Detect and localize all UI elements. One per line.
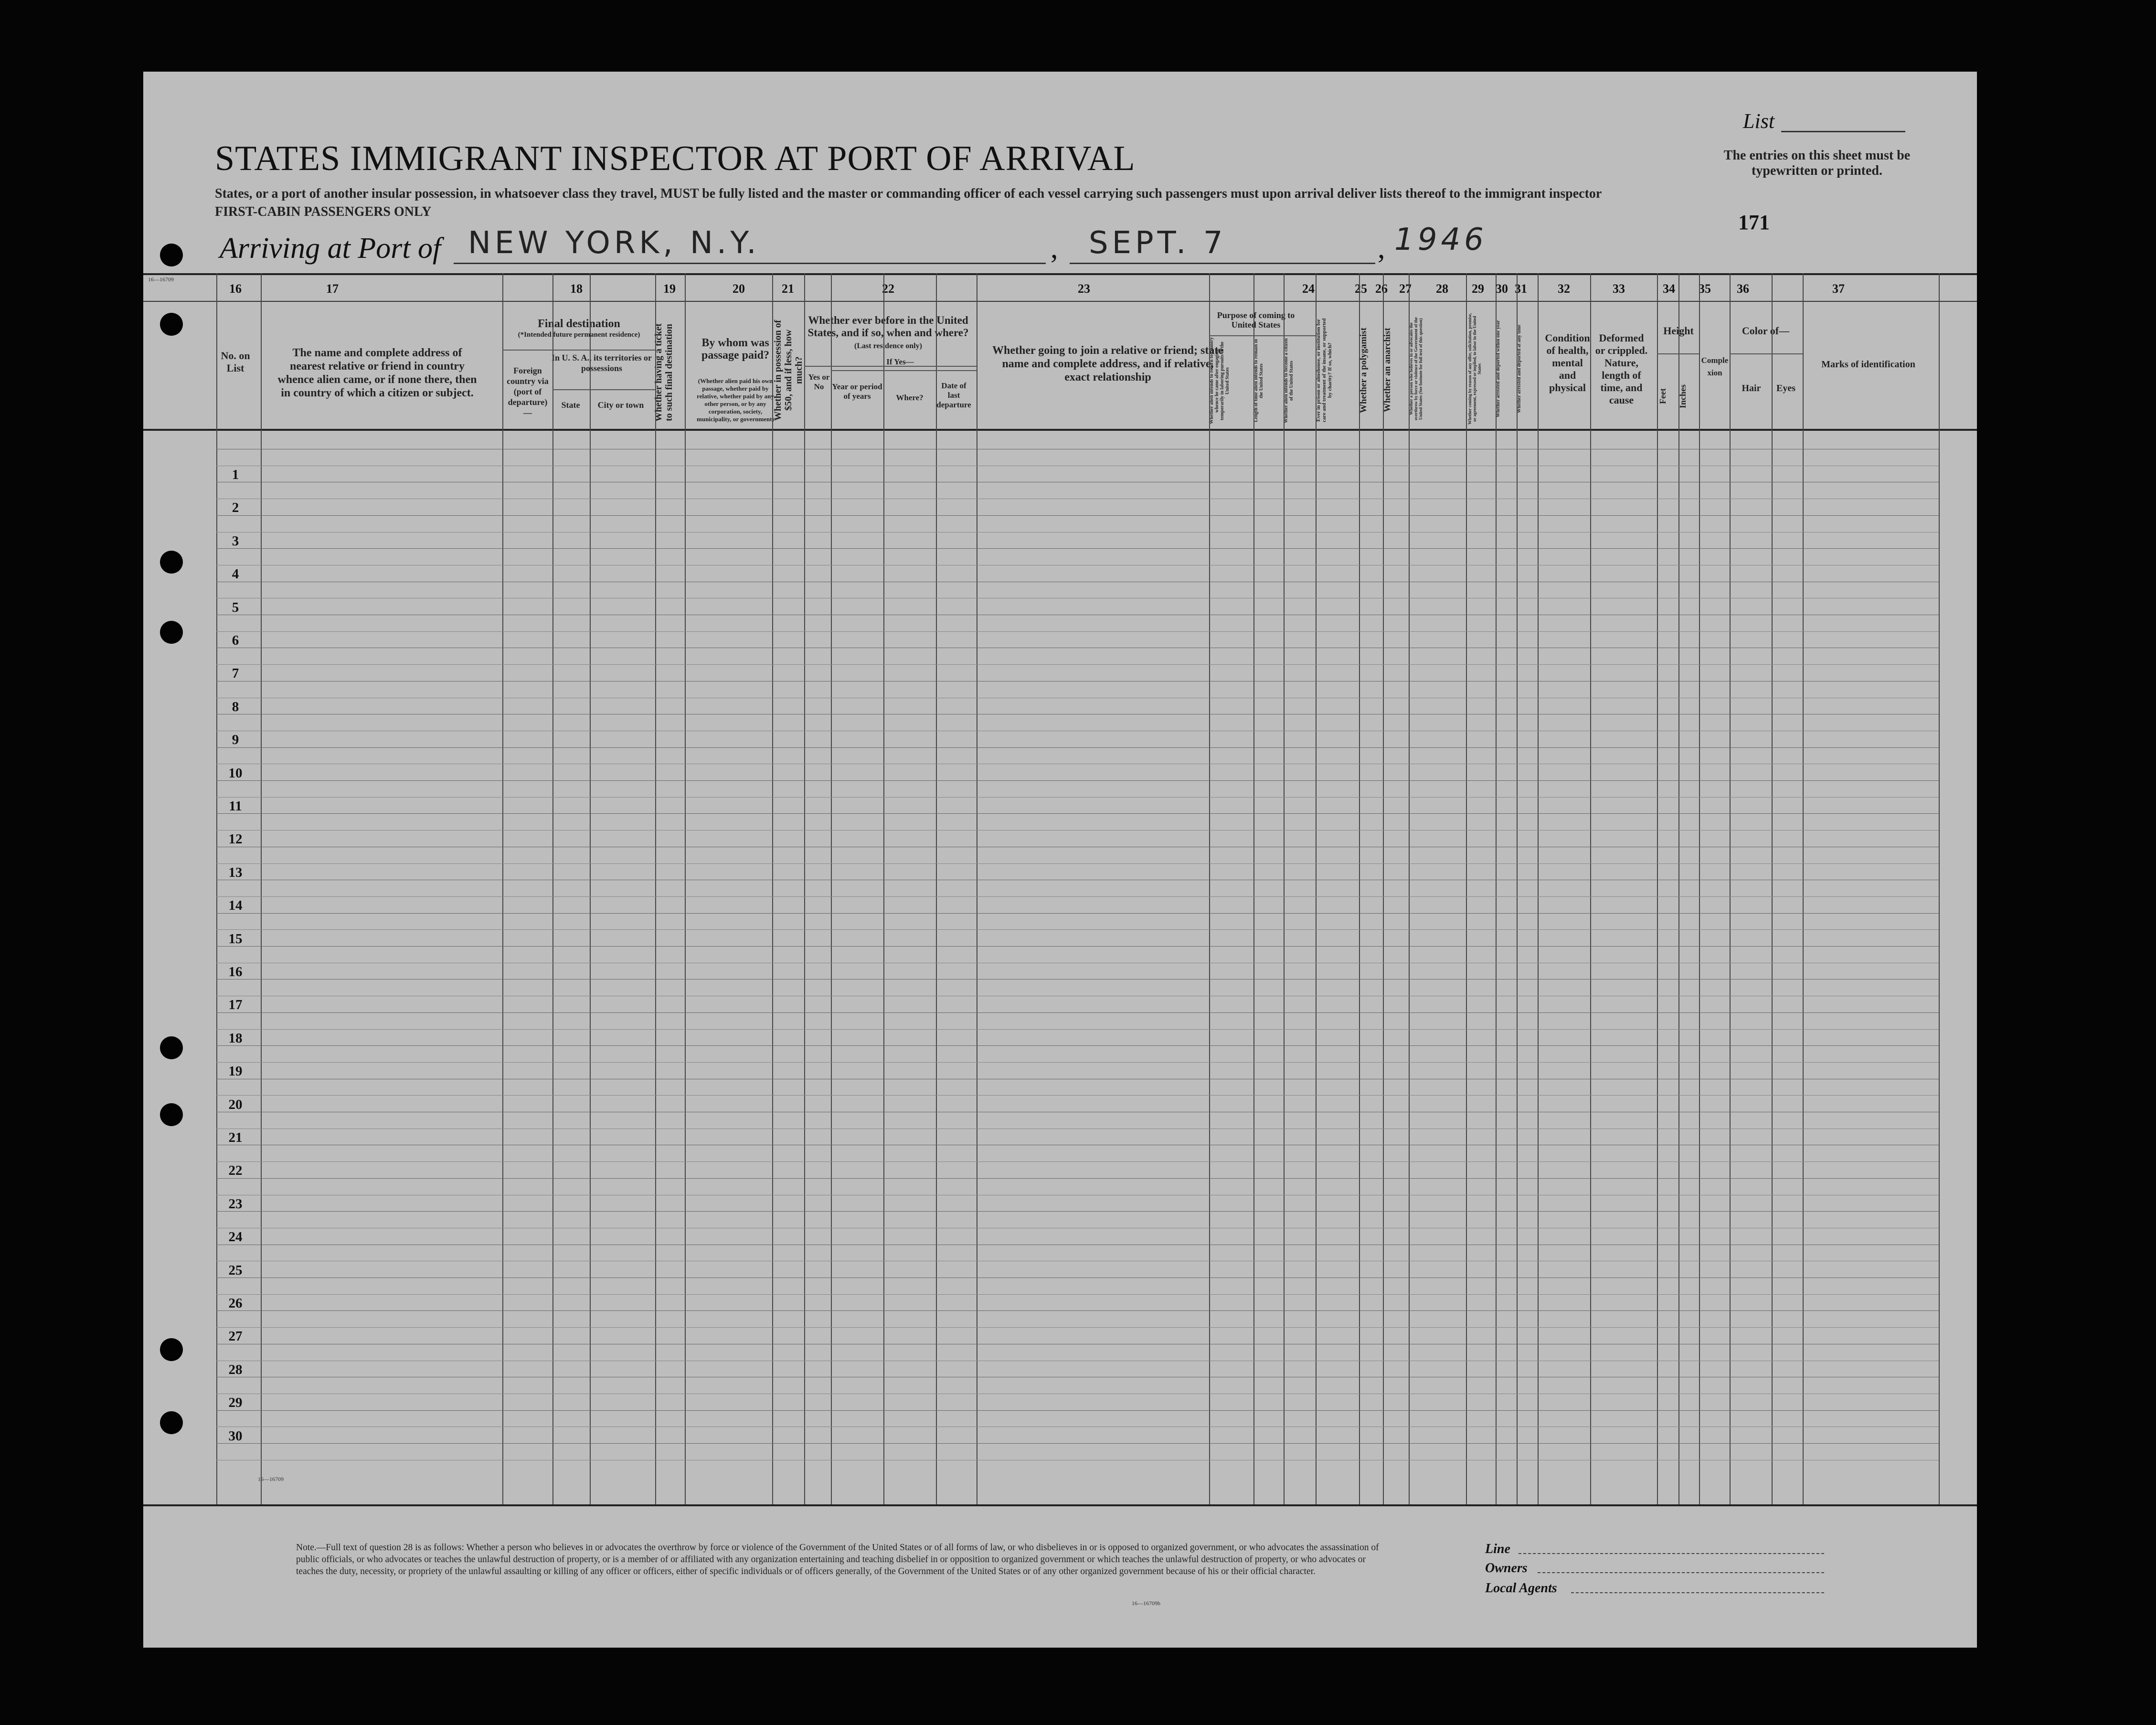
col-22-where: Where?: [896, 393, 924, 402]
col-18-usa: In U. S. A., its territories or possessions: [552, 353, 652, 373]
cabin-class-label: FIRST-CABIN PASSENGERS ONLY: [215, 204, 432, 219]
row-rule: [216, 896, 1939, 897]
manifest-sheet: STATES IMMIGRANT INSPECTOR AT PORT OF ARRIVAL States, or a port of another insular possession, in whatsoever class they travel, MUST be fully listed and the master or commanding officer of each vessel carrying such passengers must upon arrival deliver lists thereof to the immigrant inspector FIRST-CABIN PASSENGERS ONLY List The entries on this sheet must be typewritten or printed. 171 Arriving at Port of NEW YORK, N.Y. , SEPT. 7 , 1946 16—16709 16 17 18 19 20 21 22 23 24 25 26 27 28 29 30 31 32 33 34 35 36 37 No. on List The name and complete address of nearest relative or friend in country whence alien came, or if none there, then in country of which a citizen or subject. Final destination (*Intended future permanent residence) Foreign country via (port of departure)— In U. S. A., its territories or possessions State City or town Whether having a ticket to such final destination By whom was passage paid? (Whether alien paid his own passage, whether paid by relative, whether paid by any other person, or by any corporation, society, municipality, or government) Whether in possession of $50, and if less, how much? Whether ever before in the United States, and if so, when and where? (Last residence only) Yes or No If Yes— Year or period of years Where? Date of last departure Whether going to join a relative or friend; state name and complete address, and if relative, exact relationship Purpose of coming to United States Whether alien intends to return to country whence he came after engaging temporarily in laboring pursuits in the United States Length of time alien intends to remain in the United States Whether alien intends to become a citizen of the United States Ever in prison or almshouse, or institution for care and treatment of the insane, or supported by charity? If so, which? Whether a polygamist Whether an anarchist Whether a person who believes in or advocates the overthrow by force or violence of the Government of the United States (See footnote for full text of this question) Whether coming by reason of any offer, solicitation, promise, or agreement, expressed or implied, to labor in the United States Whether arrested and deported within one year Whether arrested and deported at any time Condition of health, mental and physical Deformed or crippled. Nature, length of time, and cause Height Feet Inches Complexion Color of— Hair Eyes Marks of identification 1 2 3 4 5 6 7 8 9 10 11 12 13 14 15 16 17 18 19 20 21 22 23 24 25 26 27 28 29 30 16—16709 Note.—Full text of question 28 is as follows: Whether a person who believes in or advocates the overthrow by force or violence of the Government of the United States or of all forms of law, or who disbelieves in or is opposed to organized government, or who advocates the assassination of public officials, or who advocates or teaches the unlawful destruction of property, or is a member of or affiliated with any organization entertaining and teaching disbelief in or opposition to organized government or which teaches the unlawful destruction of property, or who advocates or teaches the duty, necessity, or propriety of the unlawful assaulting or killing of any officer or officers, either of specific individuals or of officers generally, of the Government of the United States or of any other organized government because of his or their official character. 16—16709b Line Owners Local Agents: [143, 72, 1977, 1648]
table-top-rule: [143, 273, 1977, 275]
col-25-header: Ever in prison or almshouse, or institution for care and treatment of the insane, or supported by charity? If so, which?: [1316, 318, 1333, 422]
row-rule: [216, 747, 1939, 748]
row-rule: [216, 1062, 1939, 1063]
col-30-header: Whether arrested and deported within one year: [1496, 320, 1501, 418]
row-number: 19: [228, 1064, 243, 1079]
col-34-inches: Inches: [1678, 384, 1688, 409]
col-num-20: 20: [733, 282, 745, 296]
arriving-label: Arriving at Port of: [220, 232, 441, 265]
row-rule: [216, 1012, 1939, 1013]
line-label: Line: [1485, 1542, 1510, 1556]
column-rule: [261, 273, 262, 1504]
col-22-yes-no: Yes or No: [808, 373, 830, 391]
owners-label: Owners: [1485, 1561, 1528, 1576]
row-rule: [216, 1161, 1939, 1162]
col-24-length: Length of time alien intends to remain in the United States: [1253, 339, 1264, 423]
column-rule: [1538, 273, 1539, 1504]
column-rule: [1409, 273, 1410, 1504]
col-24-header: Purpose of coming to United States: [1217, 310, 1295, 330]
row-rule: [216, 1294, 1939, 1295]
column-rule: [1253, 273, 1254, 1504]
header-sub-rule: [552, 389, 655, 390]
row-number: 6: [232, 633, 239, 648]
row-number: 12: [228, 831, 243, 847]
form-code-bottom: 16—16709: [258, 1476, 284, 1482]
row-rule: [216, 1095, 1939, 1096]
list-number-line: [1781, 131, 1905, 132]
header-sub-rule: [502, 350, 655, 351]
row-number: 14: [228, 898, 243, 914]
col-37-header: Marks of identification: [1821, 359, 1915, 370]
col-num-21: 21: [782, 282, 794, 296]
punch-hole: [160, 313, 183, 336]
row-rule: [216, 1327, 1939, 1328]
row-number: 29: [228, 1395, 243, 1411]
punch-hole: [160, 621, 183, 644]
col-20-header: By whom was passage paid?: [701, 337, 770, 362]
header-bottom-rule: [143, 429, 1977, 431]
row-number: 26: [228, 1296, 243, 1311]
col-28-header: Whether a person who believes in or advocates the overthrow by force or violence of the Government of the United States (See footnote for full text of this question): [1409, 317, 1423, 421]
column-rule: [552, 273, 553, 1504]
row-rule: [216, 913, 1939, 914]
table-bottom-rule: [143, 1504, 1977, 1506]
col-num-28: 28: [1436, 282, 1448, 296]
row-rule: [216, 1178, 1939, 1179]
row-rule: [216, 1443, 1939, 1444]
row-number: 23: [228, 1196, 243, 1212]
col-27-header: Whether an anarchist: [1382, 328, 1392, 413]
column-rule: [936, 273, 937, 1504]
row-number: 28: [228, 1362, 243, 1377]
column-rule: [1803, 273, 1804, 1504]
col-34-feet: Feet: [1658, 388, 1667, 405]
col-num-34: 34: [1663, 282, 1675, 296]
col-num-33: 33: [1613, 282, 1625, 296]
col-num-26: 26: [1375, 282, 1388, 296]
column-rule: [1359, 273, 1360, 1504]
col-num-24: 24: [1302, 282, 1315, 296]
column-rule: [1209, 273, 1210, 1504]
footnote-code: 16—16709b: [1132, 1600, 1160, 1607]
row-rule: [216, 631, 1939, 632]
column-rule: [1316, 273, 1317, 1504]
form-code-top: 16—16709: [148, 276, 174, 283]
column-rule: [685, 273, 686, 1504]
col-num-23: 23: [1078, 282, 1090, 296]
line-field[interactable]: [1519, 1553, 1824, 1554]
row-rule: [216, 1310, 1939, 1311]
column-rule: [804, 273, 805, 1504]
row-number: 10: [228, 765, 243, 781]
col-num-27: 27: [1399, 282, 1412, 296]
row-number: 13: [228, 864, 243, 880]
column-rule: [883, 273, 884, 1504]
col-18-state: State: [561, 400, 580, 410]
row-rule: [216, 1410, 1939, 1411]
column-rule: [772, 273, 773, 1504]
col-34-header: Height: [1663, 325, 1694, 337]
entries-note: The entries on this sheet must be typewritten or printed.: [1723, 148, 1911, 178]
column-rule: [1517, 273, 1518, 1504]
row-rule: [216, 830, 1939, 831]
row-rule: [216, 813, 1939, 814]
row-number: 16: [228, 964, 243, 980]
col-32-header: Condition of health, mental and physical: [1545, 332, 1590, 394]
row-rule: [216, 664, 1939, 665]
row-rule: [216, 780, 1939, 781]
form-instructions: States, or a port of another insular possession, in whatsoever class they travel, MUST be fully listed and the master or commanding officer of each vessel carrying such passengers must upon arrival deliver lists thereof to the immigrant inspector: [215, 186, 1602, 201]
col-22-last-departure: Date of last departure: [936, 381, 971, 409]
column-rule: [1730, 273, 1731, 1504]
col-num-16: 16: [229, 282, 242, 296]
row-number: 21: [228, 1130, 243, 1145]
row-number: 17: [228, 997, 243, 1013]
column-rule: [1466, 273, 1467, 1504]
row-rule: [216, 548, 1939, 549]
column-rule: [1284, 273, 1285, 1504]
punch-hole: [160, 551, 183, 574]
row-number: 18: [228, 1030, 243, 1046]
row-number: 22: [228, 1163, 243, 1179]
col-19-header: Whether having a ticket to such final destination: [653, 323, 674, 422]
row-number: 24: [228, 1229, 243, 1245]
date-underline: [1070, 263, 1375, 264]
row-rule: [216, 929, 1939, 930]
local-agents-label: Local Agents: [1485, 1581, 1557, 1596]
col-36-header: Color of—: [1742, 325, 1790, 337]
row-rule: [216, 515, 1939, 516]
date-value: SEPT. 7: [1089, 225, 1227, 261]
col-22-years: Year or period of years: [832, 382, 882, 401]
list-label: List: [1743, 109, 1775, 133]
col-16-header: No. on List: [221, 350, 250, 374]
col-num-31: 31: [1515, 282, 1527, 296]
row-number: 7: [232, 666, 239, 681]
row-number: 5: [232, 599, 239, 615]
owners-field[interactable]: [1538, 1572, 1824, 1573]
footnote-q28: Note.—Full text of question 28 is as follows: Whether a person who believes in or advocates the overthrow by force or violence of the Government of the United States or of all forms of law, or who disbelieves in or is opposed to organized government, or who advocates the assassination of public officials, or who advocates or teaches the unlawful destruction of property, or is a member of or affiliated with any organization entertaining and teaching disbelief in or opposition to organized government or which teaches the unlawful destruction of property, or who advocates or teaches the duty, necessity, or propriety of the unlawful assaulting or killing of any officer or officers, either of specific individuals or of officers generally, of the Government of the United States or of any other organized government because of his or their official character.: [296, 1543, 1379, 1576]
col-num-18: 18: [570, 282, 583, 296]
col-35-header: Complexion: [1701, 356, 1729, 377]
col-num-29: 29: [1472, 282, 1484, 296]
column-rule: [1590, 273, 1591, 1504]
col-18-city: City or town: [597, 400, 644, 410]
row-number: 25: [228, 1262, 243, 1278]
form-title: STATES IMMIGRANT INSPECTOR AT PORT OF ARRIVAL: [215, 139, 1136, 178]
col-num-35: 35: [1699, 282, 1711, 296]
col-18-foreign-country: Foreign country via (port of departure)—: [507, 366, 549, 417]
punch-hole: [160, 1338, 183, 1361]
port-underline: [454, 263, 1046, 264]
col-num-36: 36: [1737, 282, 1749, 296]
column-rule: [1496, 273, 1497, 1504]
column-rule: [831, 273, 832, 1504]
row-number: 2: [232, 500, 239, 516]
punch-hole: [160, 1411, 183, 1434]
punch-hole: [160, 1036, 183, 1059]
column-rule: [590, 273, 591, 1504]
row-number: 8: [232, 699, 239, 714]
row-number: 9: [232, 732, 239, 748]
row-number: 1: [232, 467, 239, 482]
col-num-25: 25: [1355, 282, 1367, 296]
column-rule: [1939, 273, 1940, 1504]
punch-hole: [160, 244, 183, 266]
col-36-eyes: Eyes: [1776, 383, 1795, 394]
row-number: 20: [228, 1097, 243, 1112]
col-22-if-yes: If Yes—: [886, 357, 914, 366]
col-29-header: Whether coming by reason of any offer, solicitation, promise, or agreement, expressed or implied, to labor in the United States: [1467, 313, 1482, 425]
row-number: 30: [228, 1428, 243, 1444]
col-21-header: Whether in possession of $50, and if less, how much?: [773, 319, 804, 421]
row-rule: [216, 946, 1939, 947]
row-number: 3: [232, 533, 239, 549]
col-18-header: Final destination: [538, 318, 620, 330]
col-24-citizen: Whether alien intends to become a citizen of the United States: [1284, 338, 1294, 424]
column-rule: [1657, 273, 1658, 1504]
header-sub-rule: [1209, 335, 1316, 336]
header-sub-rule: [1730, 353, 1803, 354]
column-rule: [1383, 273, 1384, 1504]
row-rule: [216, 1029, 1939, 1030]
header-sub-rule: [831, 370, 977, 371]
col-23-header: Whether going to join a relative or friend; state name and complete address, and if relative, exact relationship: [992, 344, 1223, 383]
col-num-30: 30: [1496, 282, 1508, 296]
row-number: 4: [232, 566, 239, 582]
col-20-note: (Whether alien paid his own passage, whether paid by relative, whether paid by any other person, or by any corporation, society, municipality, or government): [697, 377, 774, 423]
port-value: NEW YORK, N.Y.: [468, 225, 760, 261]
col-num-32: 32: [1558, 282, 1570, 296]
col-17-header: The name and complete address of nearest relative or friend in country whence alien came, or if none there, then in country of which a citizen or subject.: [277, 347, 477, 399]
punch-hole: [160, 1103, 183, 1126]
column-rule: [1699, 273, 1700, 1504]
column-rule: [216, 273, 217, 1504]
row-rule: [216, 863, 1939, 864]
column-rule: [1678, 273, 1679, 1504]
row-number: 11: [229, 799, 242, 814]
row-rule: [216, 1045, 1939, 1046]
row-number: 15: [228, 931, 243, 947]
local-agents-field[interactable]: [1571, 1592, 1824, 1593]
col-18-note: (*Intended future permanent residence): [518, 331, 640, 339]
col-31-header: Whether arrested and deported at any time: [1517, 324, 1522, 414]
table-grid: [143, 72, 1977, 1648]
col-26-header: Whether a polygamist: [1359, 327, 1369, 413]
column-number-rule: [143, 301, 1977, 302]
col-24-return: Whether alien intends to return to country whence he came after engaging temporarily in laboring pursuits in the United States: [1209, 337, 1230, 425]
row-number: 27: [228, 1329, 243, 1344]
column-rule: [502, 273, 503, 1504]
col-num-19: 19: [663, 282, 676, 296]
col-22-note: (Last residence only): [854, 342, 922, 350]
sheet-number: 171: [1738, 211, 1770, 234]
row-rule: [216, 979, 1939, 980]
col-num-22: 22: [882, 282, 894, 296]
row-rule: [216, 1211, 1939, 1212]
header-sub-rule: [1657, 353, 1699, 354]
row-rule: [216, 797, 1939, 798]
column-rule: [1772, 273, 1773, 1504]
year-value: 1946: [1394, 222, 1487, 257]
col-33-header: Deformed or crippled. Nature, length of time, and cause: [1595, 332, 1648, 406]
col-num-37: 37: [1832, 282, 1845, 296]
col-22-header: Whether ever before in the United States, and if so, when and where?: [807, 314, 969, 339]
col-num-17: 17: [326, 282, 339, 296]
column-rule: [655, 273, 656, 1504]
col-36-hair: Hair: [1742, 383, 1761, 394]
